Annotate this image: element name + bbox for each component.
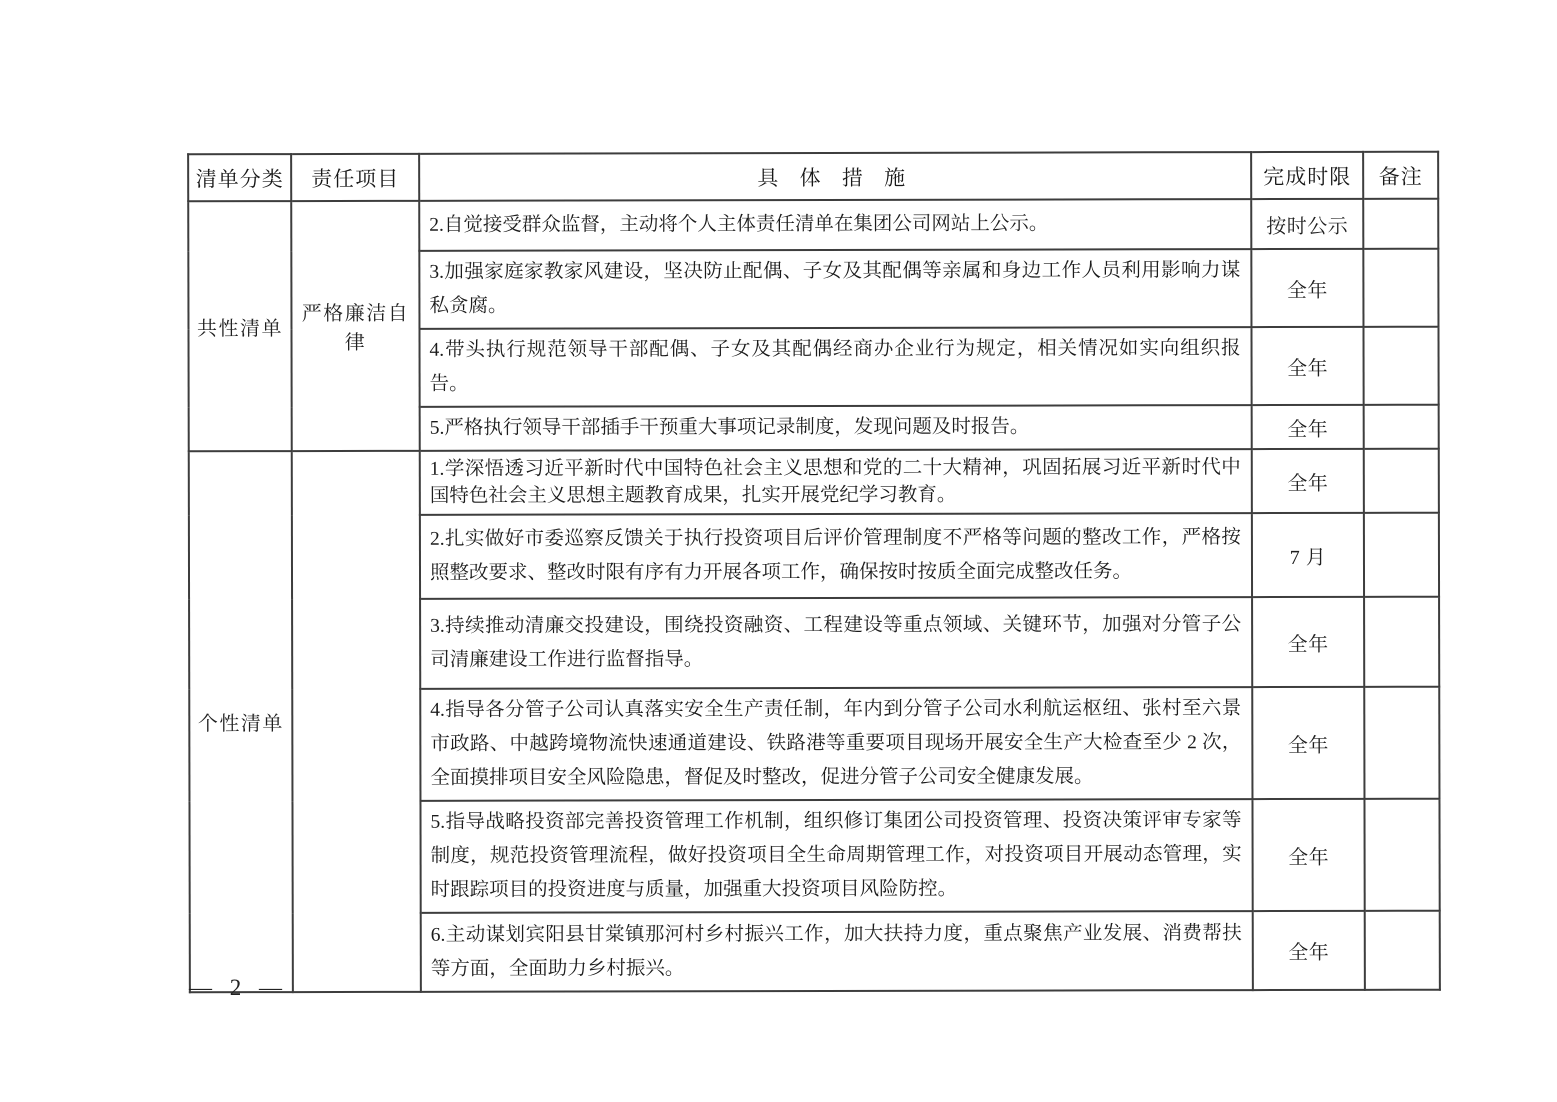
remark-cell	[1365, 911, 1440, 990]
remark-cell	[1364, 405, 1439, 449]
table-row	[188, 199, 1438, 252]
page-number: — 2 —	[189, 975, 288, 1000]
header-cell-measures: 具 体 措 施	[419, 152, 1251, 201]
measure-cell: 2.扎实做好市委巡察反馈关于执行投资项目后评价管理制度不严格等问题的整改工作，严格按照整改要求、整改时限有序有力开展各项工作，确保按时按质全面完成整改任务。	[420, 513, 1252, 599]
remark-cell	[1363, 199, 1438, 249]
table-row	[189, 449, 1439, 516]
deadline-cell: 全年	[1252, 405, 1364, 449]
measure-cell: 2.自觉接受群众监督，主动将个人主体责任清单在集团公司网站上公示。	[419, 199, 1251, 251]
remark-cell	[1364, 687, 1439, 799]
measure-cell: 1.学深悟透习近平新时代中国特色社会主义思想和党的二十大精神，巩固拓展习近平新时代中国特色社会主义思想主题教育成果，扎实开展党纪学习教育。	[420, 449, 1252, 515]
header-cell-project: 责任项目	[291, 154, 419, 201]
deadline-cell: 全年	[1252, 597, 1364, 687]
table-header-row	[188, 152, 1438, 202]
deadline-cell: 全年	[1252, 449, 1364, 513]
remark-cell	[1364, 799, 1439, 911]
measure-cell: 6.主动谋划宾阳县甘棠镇那河村乡村振兴工作，加大扶持力度，重点聚焦产业发展、消费帮扶等方面，全面助力乡村振兴。	[421, 911, 1253, 992]
deadline-cell: 全年	[1251, 249, 1363, 327]
header-cell-deadline: 完成时限	[1251, 152, 1363, 199]
measure-cell: 3.加强家庭家教家风建设，坚决防止配偶、子女及其配偶等亲属和身边工作人员利用影响力谋私贪腐。	[419, 249, 1251, 329]
measure-cell: 3.持续推动清廉交投建设，围绕投资融资、工程建设等重点领域、关键环节，加强对分管子公司清廉建设工作进行监督指导。	[420, 597, 1252, 689]
deadline-cell: 全年	[1251, 327, 1363, 405]
header-cell-remark: 备注	[1363, 152, 1438, 199]
measure-cell: 5.指导战略投资部完善投资管理工作机制，组织修订集团公司投资管理、投资决策评审专家等制度，规范投资管理流程，做好投资项目全生命周期管理工作，对投资项目开展动态管理，实时跟踪项目的投资进度与质量，加强重大投资项目风险防控。	[420, 799, 1252, 913]
measure-cell: 4.指导各分管子公司认真落实安全生产责任制，年内到分管子公司水利航运枢纽、张村至六景市政路、中越跨境物流快速通道建设、铁路港等重要项目现场开展安全生产大检查至少 2 次，全面摸排项目安全风险隐患，督促及时整改，促进分管子公司安全健康发展。	[420, 687, 1252, 801]
category-cell-common: 共性清单	[188, 201, 292, 451]
remark-cell	[1363, 249, 1438, 327]
deadline-cell: 7 月	[1252, 513, 1364, 597]
header-cell-category: 清单分类	[188, 154, 291, 201]
remark-cell	[1364, 597, 1439, 687]
remark-cell	[1363, 327, 1438, 405]
remark-cell	[1364, 513, 1439, 597]
responsibility-table	[187, 151, 1441, 994]
project-cell-common: 严格廉洁自律	[291, 201, 420, 451]
deadline-cell: 全年	[1253, 911, 1365, 990]
project-cell-personal	[292, 451, 421, 992]
deadline-cell: 按时公示	[1251, 199, 1363, 249]
deadline-cell: 全年	[1252, 687, 1364, 799]
category-cell-personal: 个性清单	[189, 451, 293, 992]
measure-cell: 4.带头执行规范领导干部配偶、子女及其配偶经商办企业行为规定，相关情况如实向组织报告。	[419, 327, 1251, 407]
measure-cell: 5.严格执行领导干部插手干预重大事项记录制度，发现问题及时报告。	[420, 405, 1252, 451]
remark-cell	[1364, 449, 1439, 513]
deadline-cell: 全年	[1252, 799, 1364, 911]
